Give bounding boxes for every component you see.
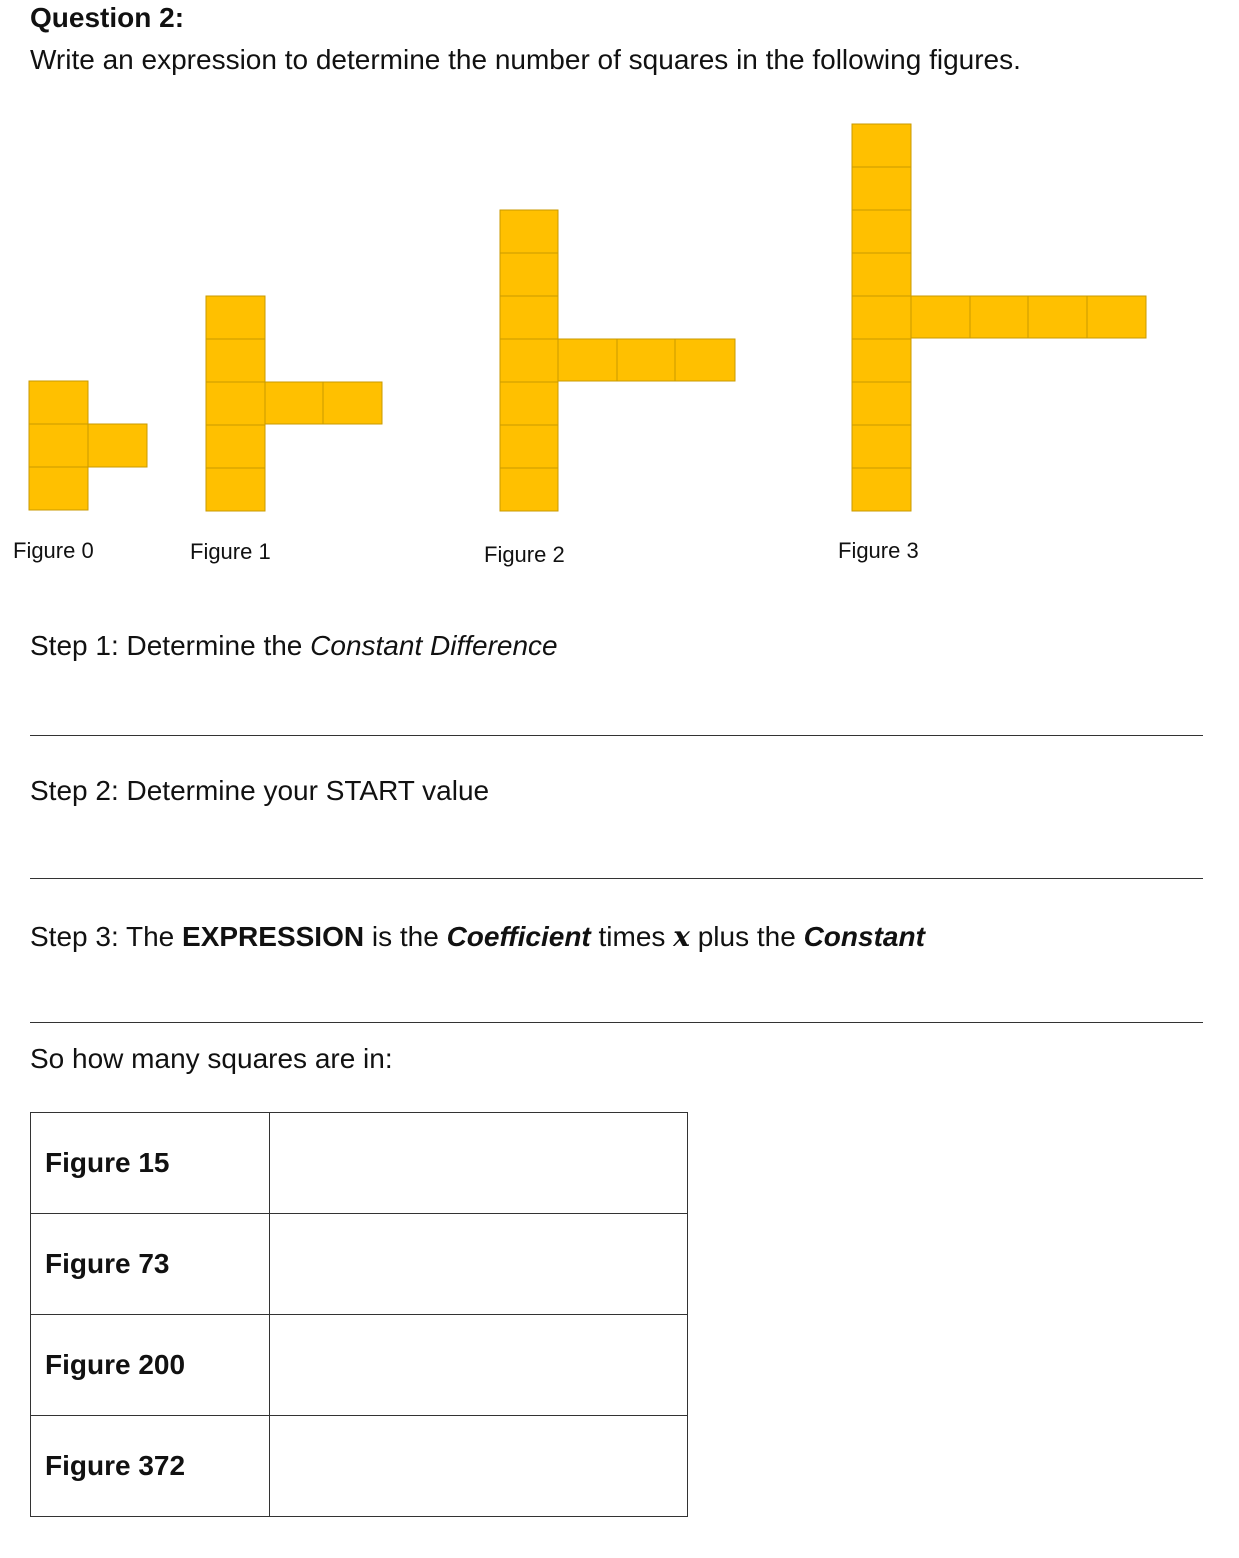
row-label: Figure 200 xyxy=(31,1315,270,1416)
step-3-answer-line[interactable] xyxy=(30,1022,1203,1023)
row-label: Figure 73 xyxy=(31,1214,270,1315)
answer-table xyxy=(30,1112,688,1517)
question-instruction: Write an expression to determine the number of squares in the following figures. xyxy=(30,44,1021,75)
figures-diagram xyxy=(0,0,1239,600)
row-label: Figure 15 xyxy=(31,1113,270,1214)
question-prompt: So how many squares are in: xyxy=(30,1043,393,1074)
table-row xyxy=(31,1214,688,1315)
figure-2-label: Figure 2 xyxy=(484,542,565,567)
step-2-text: Step 2: Determine your START value xyxy=(30,775,490,806)
figure-0-label: Figure 0 xyxy=(13,538,94,563)
figure-3-label: Figure 3 xyxy=(838,538,919,563)
figure-1-label: Figure 1 xyxy=(190,539,271,564)
answer-cell[interactable] xyxy=(270,1416,688,1517)
step-2-answer-line[interactable] xyxy=(30,878,1203,879)
figure-2-shape xyxy=(500,210,735,511)
step-3-text: Step 3: The EXPRESSION is the Coefficient times x plus the Constant xyxy=(30,920,925,953)
step-1-text: Step 1: Determine the Constant Difference xyxy=(30,630,558,661)
answer-cell[interactable] xyxy=(270,1214,688,1315)
table-row xyxy=(31,1113,688,1214)
figure-1-shape xyxy=(206,296,382,511)
answer-cell[interactable] xyxy=(270,1315,688,1416)
question-title: Question 2: xyxy=(30,2,185,33)
figure-3-shape xyxy=(852,124,1146,511)
table-row xyxy=(31,1315,688,1416)
figure-0-shape xyxy=(29,381,147,510)
table-row xyxy=(31,1416,688,1517)
row-label: Figure 372 xyxy=(31,1416,270,1517)
answer-cell[interactable] xyxy=(270,1113,688,1214)
step-1-answer-line[interactable] xyxy=(30,735,1203,736)
